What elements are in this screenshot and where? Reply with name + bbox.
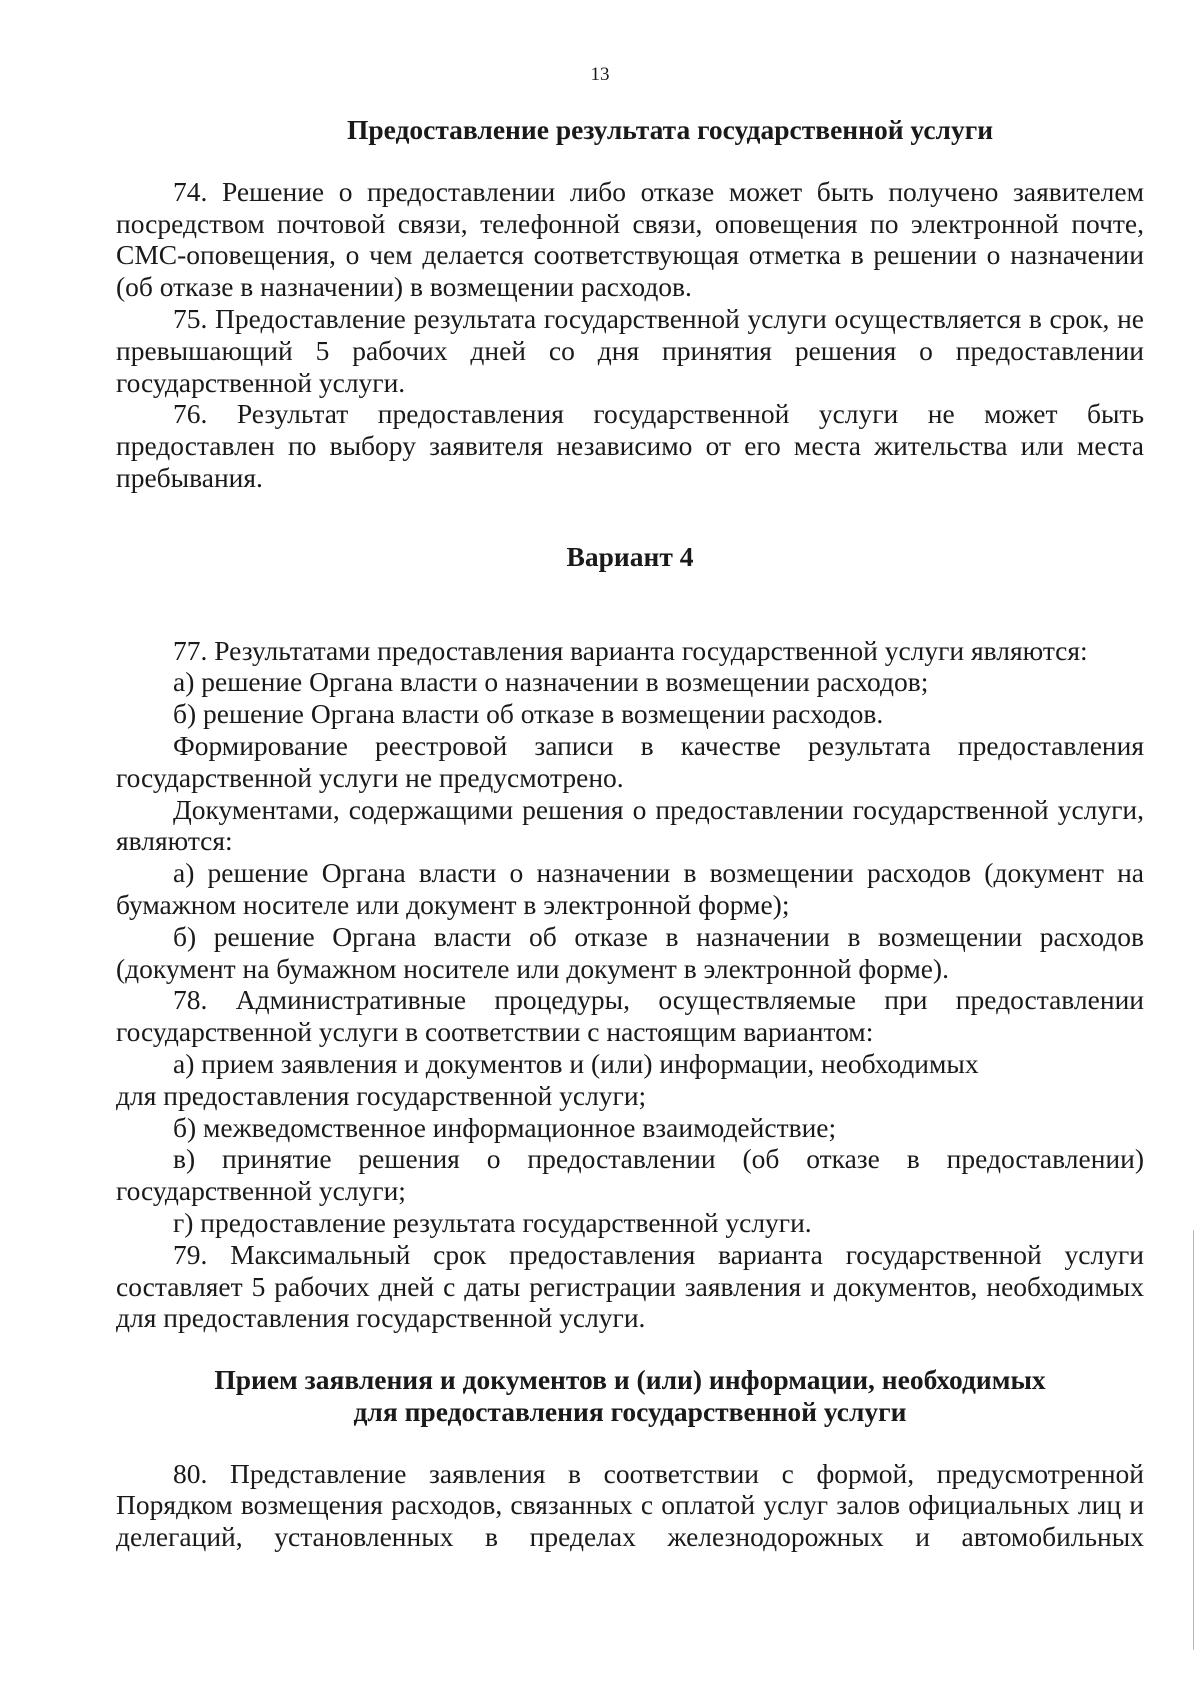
heading-reception-line1: Прием заявления и документов и (или) информации, необходимых [214, 1364, 1046, 1396]
heading-reception-line2: для предоставления государственной услуги [353, 1395, 907, 1427]
paragraph-80: 80. Представление заявления в соответствии с формой, предусмотренной Порядком возмещения расходов, связанных с оплатой услуг залов официальных лиц и делегаций, установленных в пределах железнодорожных и автомобильных [116, 1457, 1144, 1553]
paragraph-77-registry: Формирование реестровой записи в качестве результата предоставления государственной услуги не предусмотрено. [116, 729, 1144, 793]
heading-reception [116, 1364, 1144, 1428]
paragraph-76: 76. Результат предоставления государственной услуги не может быть предоставлен по выбору заявителя независимо от его места жительства или места пребывания. [116, 398, 1144, 493]
paragraph-78-item-a-line1: а) прием заявления и документов и (или) информации, необходимых [173, 1047, 979, 1079]
paragraph-78-item-d: г) предоставление результата государственной услуги. [173, 1206, 812, 1238]
paragraph-79: 79. Максимальный срок предоставления варианта государственной услуги составляет 5 рабочих дней с даты регистрации заявления и документов, необходимых для предоставления государственной услуги. [116, 1238, 1144, 1334]
paragraph-77-documents-item-a: а) решение Органа власти о назначении в возмещении расходов (документ на бумажном носителе или документ в электронной форме); [116, 857, 1144, 920]
page-number: 13 [590, 64, 610, 85]
paragraph-78-item-b: б) межведомственное информационное взаимодействие; [173, 1111, 837, 1143]
paragraph-78-item-c: в) принятие решения о предоставлении (об отказе в предоставлении) государственной услуги; [116, 1143, 1144, 1207]
paragraph-78-item-a-line2: для предоставления государственной услуги; [116, 1079, 647, 1111]
paragraph-77-item-a: а) решение Органа власти о назначении в возмещении расходов; [173, 666, 929, 698]
paragraph-77-item-b: б) решение Органа власти об отказе в возмещении расходов. [173, 698, 884, 730]
scan-edge-line [1193, 1230, 1194, 1650]
paragraph-75: 75. Предоставление результата государственной услуги осуществляется в срок, не превышающий 5 рабочих дней со дня принятия решения о предоставлении государственной услуги. [116, 302, 1144, 398]
paragraph-77-documents: Документами, содержащими решения о предоставлении государственной услуги, являются: [116, 793, 1144, 857]
paragraph-77-documents-item-b: б) решение Органа власти об отказе в назначении в возмещении расходов (документ на бумажном носителе или документ в электронной форме). [116, 920, 1144, 984]
heading-variant: Вариант 4 [566, 540, 694, 572]
paragraph-78: 78. Административные процедуры, осуществляемые при предоставлении государственной услуги в соответствии с настоящим вариантом: [116, 984, 1144, 1048]
paragraph-74: 74. Решение о предоставлении либо отказе может быть получено заявителем посредством почтовой связи, телефонной связи, оповещения по электронной почте, СМС-оповещения, о чем делается соответствующая отметка в решении о назначении (об отказе в назначении) в возмещении расходов. [116, 175, 1144, 303]
document-body [116, 114, 1144, 1553]
paragraph-77: 77. Результатами предоставления варианта государственной услуги являются: [173, 634, 1088, 666]
heading-result-provision: Предоставление результата государственной услуги [346, 114, 994, 145]
